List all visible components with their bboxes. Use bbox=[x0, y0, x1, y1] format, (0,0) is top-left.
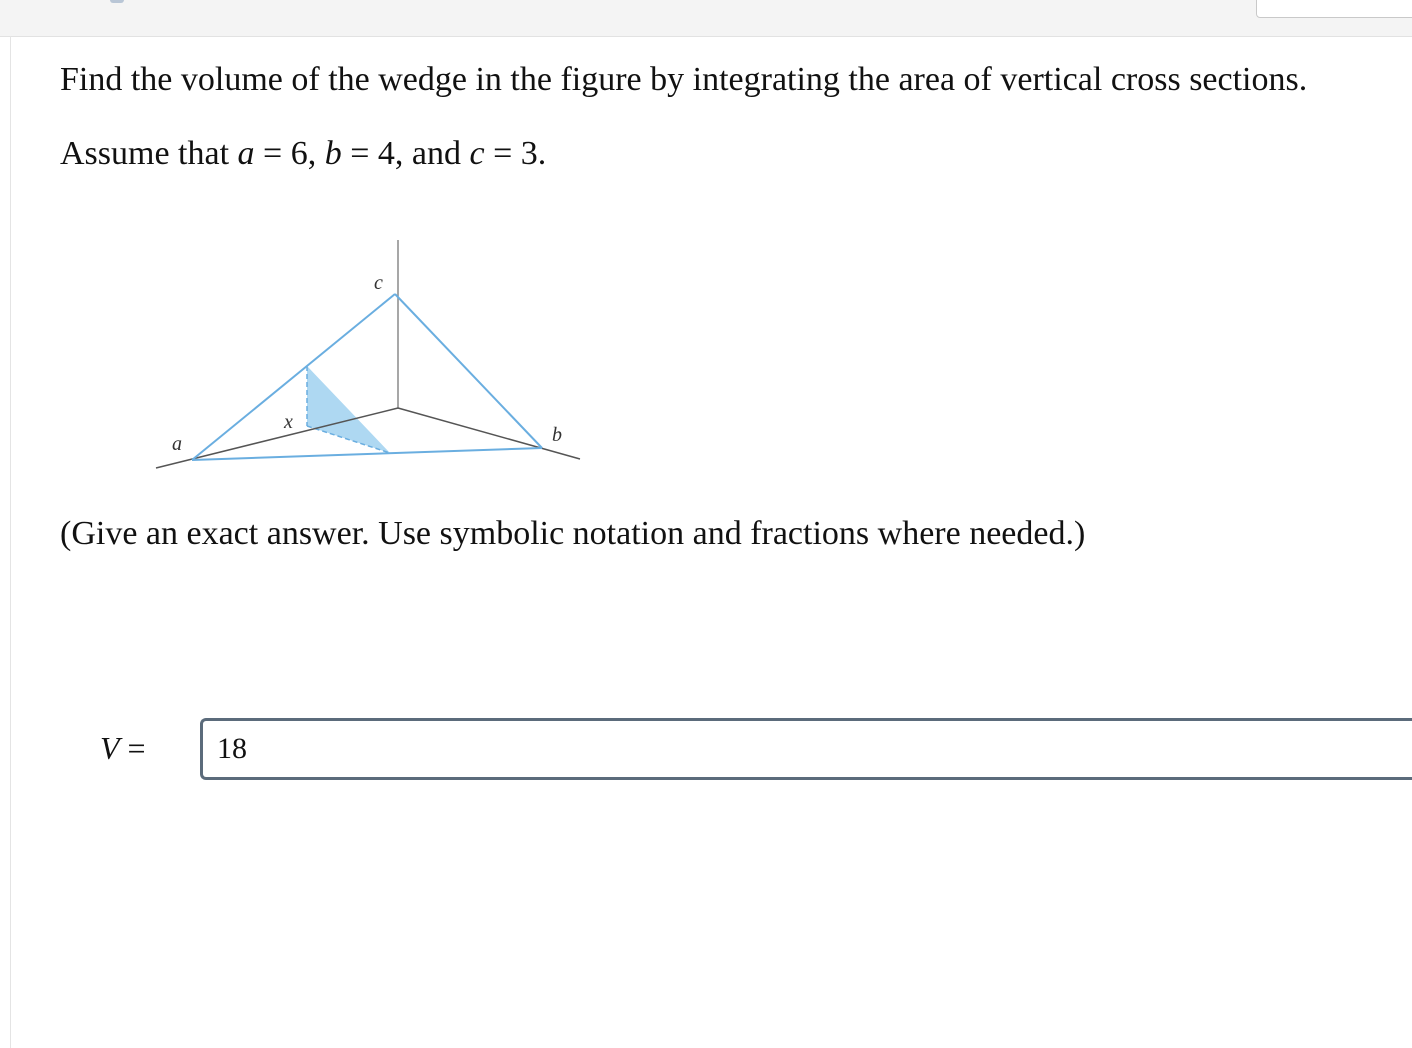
wedge-figure bbox=[150, 236, 590, 476]
wedge-diagram bbox=[150, 236, 590, 476]
toolbar-button[interactable] bbox=[1256, 0, 1412, 18]
variable-c: c bbox=[469, 135, 485, 172]
volume-equals: = bbox=[119, 730, 146, 766]
label-a: a bbox=[172, 433, 182, 455]
edge-a-to-b bbox=[192, 448, 542, 460]
assumption-eq-c: = 3. bbox=[484, 135, 547, 172]
volume-variable: V bbox=[100, 730, 120, 766]
volume-label bbox=[100, 726, 146, 770]
label-x: x bbox=[284, 411, 293, 433]
assumption-eq-b: = 4, and bbox=[341, 135, 470, 172]
question-text: Find the volume of the wedge in the figure by integrating the area of vertical cross sections. bbox=[60, 61, 1308, 98]
answer-hint: (Give an exact answer. Use symbolic notation and fractions where needed.) bbox=[60, 515, 1086, 552]
volume-answer-input[interactable] bbox=[200, 718, 1412, 780]
assumption-prefix: Assume that bbox=[60, 135, 238, 172]
toolbar-corner-mark bbox=[110, 0, 124, 3]
answer-row bbox=[100, 718, 1412, 780]
content-left-border bbox=[10, 36, 11, 1048]
variable-b: b bbox=[324, 135, 342, 172]
label-b: b bbox=[552, 424, 562, 446]
assumption-eq-a: = 6, bbox=[254, 135, 325, 172]
edge-c-to-b bbox=[395, 294, 542, 448]
top-toolbar-strip bbox=[0, 0, 1412, 37]
label-c: c bbox=[374, 272, 383, 294]
variable-a: a bbox=[237, 135, 255, 172]
assumption-text bbox=[60, 132, 546, 176]
